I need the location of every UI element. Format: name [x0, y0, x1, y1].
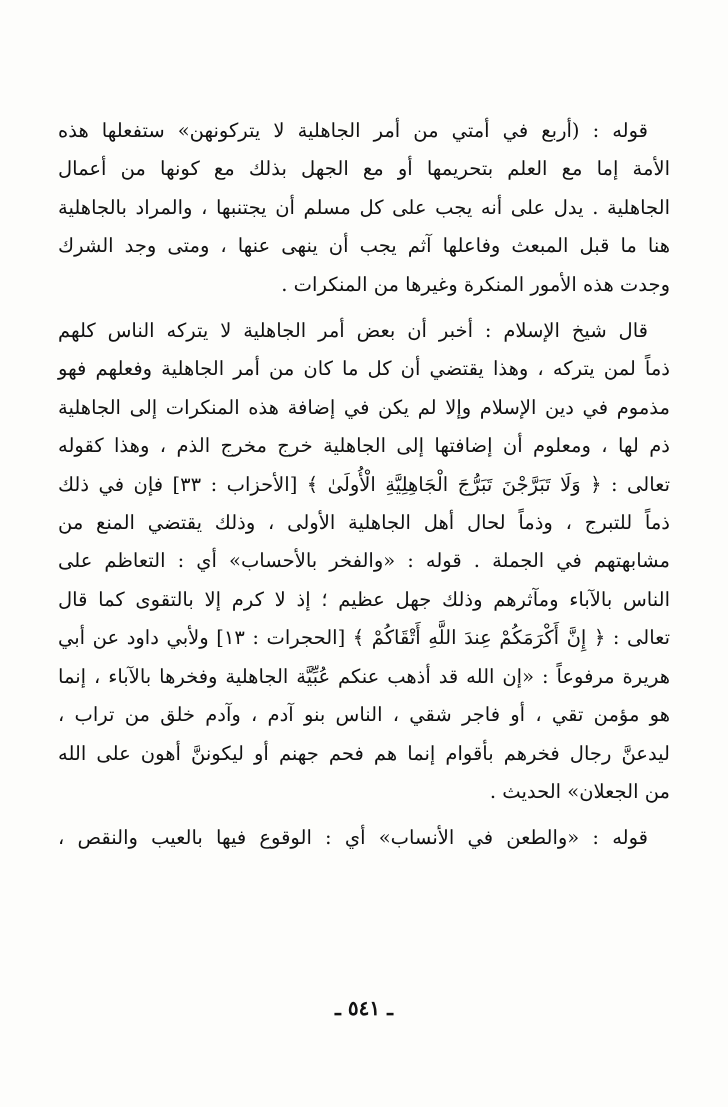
- text-line: الناس بالآباء ومآثرهم وذلك جهل عظيم ؛ إذ لا كرم إلا بالتقوى كما قال: [58, 587, 670, 611]
- text-line: قال شيخ الإسلام : أخبر أن بعض أمر الجاهلية لا يتركه الناس كلهم: [58, 319, 648, 343]
- text-line: مذموم في دين الإسلام وإلا لم يكن في إضافة هذه المنكرات إلى الجاهلية: [58, 395, 670, 419]
- text-line: هنا ما قبل المبعث وفاعلها آثم يجب أن ينهى عنها ، ومتى وجد الشرك: [58, 234, 670, 258]
- text-line: وجدت هذه الأمور المنكرة وغيرها من المنكرات .: [281, 272, 670, 296]
- paragraph-2: [58, 312, 670, 811]
- paragraph-1: [58, 112, 670, 304]
- text-line: تعالى : ﴿ إِنَّ أَكْرَمَكُمْ عِندَ اللَّهِ أَتْقَاكُمْ ﴾ [الحجرات : ١٣] ولأبي داود عن أبي: [58, 626, 670, 650]
- text-line: الأمة إما مع العلم بتحريمها أو مع الجهل بذلك مع كونها من أعمال: [58, 157, 670, 181]
- text-line: مشابهتهم في الجملة . قوله : «والفخر بالأحساب» أي : التعاظم على: [58, 549, 670, 573]
- text-line: قوله : «والطعن في الأنساب» أي : الوقوع فيها بالعيب والنقص ،: [58, 826, 648, 850]
- text-line: قوله : (أربع في أمتي من أمر الجاهلية لا يتركونهن» ستفعلها هذه: [58, 119, 648, 142]
- page-number: ـ ٥٤١ ـ: [335, 996, 393, 1020]
- paragraph-3: [58, 819, 670, 857]
- text-line: هو مؤمن تقي ، أو فاجر شقي ، الناس بنو آدم ، وآدم خلق من تراب ،: [58, 703, 670, 727]
- text-line: ليدعنَّ رجال فخرهم بأقوام إنما هم فحم جهنم أو ليكوننَّ أهون على الله: [58, 741, 670, 765]
- text-line: ذماً لمن يتركه ، وهذا يقتضي أن كل ما كان من أمر الجاهلية وفعلهم فهو: [58, 357, 670, 381]
- body-text: [58, 112, 670, 858]
- text-line: الجاهلية . يدل على أنه يجب على كل مسلم أن يجتنبها ، والمراد بالجاهلية: [58, 195, 670, 219]
- text-line: من الجعلان» الحديث .: [489, 779, 670, 803]
- text-line: تعالى : ﴿ وَلَا تَبَرَّجْنَ تَبَرُّجَ الْجَاهِلِيَّةِ الْأُولَىٰ ﴾ [الأحزاب : ٣٣] فإن في ذلك: [58, 472, 670, 496]
- text-line: ذماً للتبرج ، وذماً لحال أهل الجاهلية الأولى ، وذلك يقتضي المنع من: [58, 511, 670, 535]
- text-line: هريرة مرفوعاً : «إن الله قد أذهب عنكم عُبِّيَّة الجاهلية وفخرها بالآباء ، إنما: [58, 664, 670, 688]
- text-line: ذم لها ، ومعلوم أن إضافتها إلى الجاهلية خرج مخرج الذم ، وهذا كقوله: [58, 434, 670, 458]
